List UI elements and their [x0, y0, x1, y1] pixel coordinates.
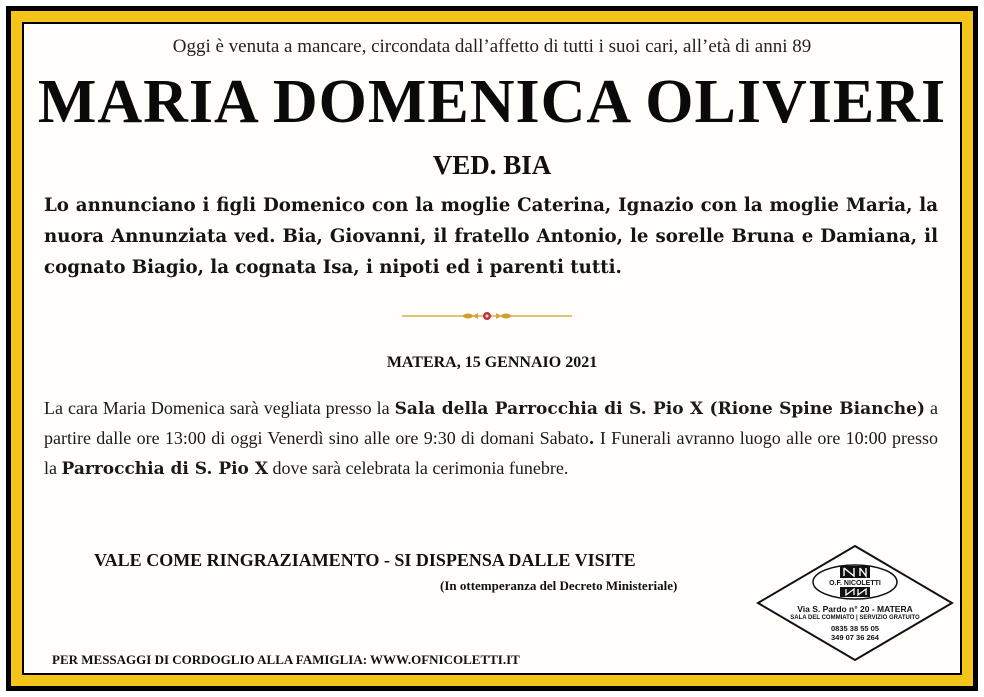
funeral-location: Parrocchia di S. Pio X	[61, 459, 269, 479]
details-text-3: I Funerali avranno luogo alle ore 10:00 presso la	[44, 428, 938, 478]
decree-note: (In ottemperanza del Decreto Ministeriale)	[440, 578, 678, 593]
announcement-paragraph: Lo annunciano i figli Domenico con la moglie Caterina, Ignazio con la moglie Maria, la nuora Annunziata ved. Bia, Giovanni, il fratello Antonio, le sorelle Bruna e Damiana, il cognato Biagio, la cognata Isa, i nipoti ed i parenti tutti.	[44, 195, 938, 278]
condolence-website: PER MESSAGGI DI CORDOGLIO ALLA FAMIGLIA: WWW.OFNICOLETTI.IT	[52, 652, 520, 667]
funeral-home-logo	[756, 544, 954, 662]
widow-of-label: VED. BIA	[432, 150, 552, 180]
details-text-1: La cara Maria Domenica sarà vegliata presso la	[44, 398, 395, 418]
logo-phones	[756, 624, 954, 642]
logo-phone-2: 349 07 36 264	[831, 633, 879, 642]
deceased-name: MARIA DOMENICA OLIVIERI	[37, 68, 947, 136]
thanks-notice: VALE COME RINGRAZIAMENTO - SI DISPENSA DALLE VISITE	[94, 550, 636, 570]
details-period: .	[588, 429, 595, 449]
ornamental-divider	[402, 309, 572, 323]
funeral-details-paragraph	[44, 394, 938, 484]
logo-address: Via S. Pardo n° 20 - MATERA	[797, 604, 913, 614]
details-text-4: dove sarà celebrata la cerimonia funebre.	[268, 458, 569, 478]
intro-line: Oggi è venuta a mancare, circondata dall’affetto di tutti i suoi cari, all’età di anni 89	[172, 36, 812, 57]
logo-phone-1: 0835 38 55 05	[831, 624, 879, 633]
place-date: MATERA, 15 GENNAIO 2021	[386, 354, 598, 371]
details-text-2: a partire dalle ore 13:00 di oggi Venerdì sino alle ore 9:30 di domani Sabato	[44, 398, 939, 448]
logo-subtitle: SALA DEL COMMIATO | SERVIZIO GRATUITO	[790, 615, 920, 621]
vigil-location: Sala della Parrocchia di S. Pio X (Rione Spine Bianche)	[394, 399, 926, 419]
logo-brand: O.F. NICOLETTI	[829, 580, 881, 587]
diamond-logo-shape	[756, 544, 954, 662]
